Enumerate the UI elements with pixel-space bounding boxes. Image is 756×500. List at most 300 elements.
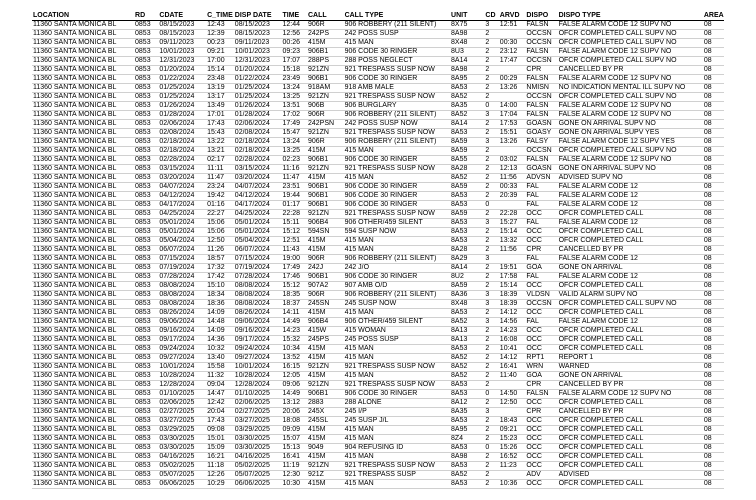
cell-c-time: 12:42: [206, 399, 234, 408]
cell-dispo: GOASY: [525, 129, 557, 138]
cell-disp-date: 02/18/2024: [234, 138, 282, 147]
cell-disp-date: 12/28/2024: [234, 381, 282, 390]
cell-unit: 8A53: [450, 192, 484, 201]
cell-call-type: 921 TRESPASS SUSP: [344, 471, 450, 480]
cell-dispo-type: OFCR COMPLETED CALL: [558, 417, 703, 426]
cell-call-type: 245 SUSP NOW: [344, 300, 450, 309]
table-row: [32, 228, 724, 237]
cell-rd: 0853: [134, 471, 158, 480]
cell-call: 9049: [307, 444, 344, 453]
cell-time: 10:34: [281, 345, 307, 354]
cell-location: 11360 SANTA MONICA BL: [32, 363, 134, 372]
cell-dispo: FALSN: [525, 102, 557, 111]
cell-dispo-type: CANCELLED BY PR: [558, 381, 703, 390]
cell-location: 11360 SANTA MONICA BL: [32, 426, 134, 435]
table-row: [32, 21, 724, 30]
cell-arvd: [499, 147, 526, 156]
cell-time: 01:17: [281, 201, 307, 210]
cell-cdate: 04/16/2025: [158, 453, 206, 462]
cell-disp-date: 04/17/2024: [234, 201, 282, 210]
cell-rd: 0853: [134, 156, 158, 165]
cell-cd: 2: [484, 480, 498, 489]
cell-dispo: OCCSN: [525, 30, 557, 39]
cell-c-time: 18:34: [206, 291, 234, 300]
cell-disp-date: 01/20/2024: [234, 66, 282, 75]
cell-time: 10:30: [281, 480, 307, 489]
cell-call-type: 921 TRESPASS SUSP NOW: [344, 66, 450, 75]
cell-cdate: 03/30/2025: [158, 435, 206, 444]
cell-dispo: FALSN: [525, 390, 557, 399]
cell-c-time: 22:27: [206, 210, 234, 219]
column-header-location: LOCATION: [32, 11, 134, 21]
cell-dispo-type: FALSE ALARM CODE 12: [558, 201, 703, 210]
cell-cdate: 04/12/2024: [158, 192, 206, 201]
column-header-cd: CD: [484, 11, 498, 21]
cell-cd: 2: [484, 174, 498, 183]
cell-arvd: 15:27: [499, 219, 526, 228]
cell-area: 08: [703, 363, 724, 372]
cell-call-type: 242 POSS SUSP NOW: [344, 120, 450, 129]
cell-rd: 0853: [134, 480, 158, 489]
cell-rd: 0853: [134, 93, 158, 102]
cell-dispo: OCC: [525, 282, 557, 291]
cell-cdate: 08/15/2023: [158, 21, 206, 30]
cell-cd: 2: [484, 363, 498, 372]
header-row: [32, 11, 724, 21]
cell-cdate: 02/28/2024: [158, 156, 206, 165]
cell-c-time: 11:47: [206, 174, 234, 183]
cell-cdate: 05/01/2024: [158, 228, 206, 237]
table-row: [32, 291, 724, 300]
cell-location: 11360 SANTA MONICA BL: [32, 192, 134, 201]
cell-cdate: 09/27/2024: [158, 354, 206, 363]
cell-cd: 3: [484, 219, 498, 228]
cell-dispo: OCC: [525, 237, 557, 246]
cell-disp-date: 09/11/2023: [234, 39, 282, 48]
cell-cd: 2: [484, 246, 498, 255]
cell-area: 08: [703, 480, 724, 489]
cell-location: 11360 SANTA MONICA BL: [32, 147, 134, 156]
cell-call-type: 594 SUSP NOW: [344, 228, 450, 237]
cell-arvd: 10:41: [499, 345, 526, 354]
cell-c-time: 17:42: [206, 273, 234, 282]
cell-call: 906B: [307, 102, 344, 111]
table-row: [32, 255, 724, 264]
cell-call-type: 288 POSS NEGLECT: [344, 57, 450, 66]
table-row: [32, 408, 724, 417]
cell-time: 13:12: [281, 399, 307, 408]
table-row: [32, 219, 724, 228]
cell-cd: 3: [484, 291, 498, 300]
cell-call: 415M: [307, 345, 344, 354]
cell-unit: 8A95: [450, 75, 484, 84]
cell-call-type: 907 AMB O/D: [344, 282, 450, 291]
cell-dispo: OCCSN: [525, 57, 557, 66]
cell-disp-date: 01/28/2024: [234, 111, 282, 120]
cell-call-type: 242 POSS SUSP: [344, 30, 450, 39]
cell-cdate: 08/26/2024: [158, 309, 206, 318]
table-row: [32, 417, 724, 426]
cell-area: 08: [703, 174, 724, 183]
cell-c-time: 16:21: [206, 453, 234, 462]
cell-arvd: [499, 381, 526, 390]
cell-call-type: 921 TRESPASS SUSP NOW: [344, 93, 450, 102]
cell-area: 08: [703, 48, 724, 57]
cell-arvd: 12:50: [499, 399, 526, 408]
cell-rd: 0853: [134, 462, 158, 471]
cell-cd: 2: [484, 228, 498, 237]
cell-unit: 8A95: [450, 426, 484, 435]
cell-arvd: 00:33: [499, 183, 526, 192]
cell-location: 11360 SANTA MONICA BL: [32, 435, 134, 444]
cell-cd: 2: [484, 462, 498, 471]
cell-arvd: 23:12: [499, 48, 526, 57]
cell-location: 11360 SANTA MONICA BL: [32, 66, 134, 75]
cell-unit: 8A14: [450, 120, 484, 129]
cell-area: 08: [703, 39, 724, 48]
cell-location: 11360 SANTA MONICA BL: [32, 210, 134, 219]
cell-arvd: 18:39: [499, 291, 526, 300]
cell-call-type: 921 TRESPASS SUSP NOW: [344, 462, 450, 471]
cell-call: 415M: [307, 147, 344, 156]
cell-call: 921ZN: [307, 66, 344, 75]
cell-area: 08: [703, 282, 724, 291]
cell-rd: 0853: [134, 309, 158, 318]
cell-time: 09:09: [281, 426, 307, 435]
cell-call: 415M: [307, 480, 344, 489]
cell-cd: 2: [484, 417, 498, 426]
cell-time: 12:51: [281, 237, 307, 246]
cell-call-type: 906 CODE 30 RINGER: [344, 48, 450, 57]
cell-time: 22:28: [281, 210, 307, 219]
table-row: [32, 462, 724, 471]
cell-time: 23:49: [281, 75, 307, 84]
cell-dispo: FALSN: [525, 156, 557, 165]
cell-dispo-type: GONE ON ARRIVAL SUPV NO: [558, 120, 703, 129]
cell-area: 08: [703, 156, 724, 165]
cell-call: 906R: [307, 255, 344, 264]
cell-area: 08: [703, 219, 724, 228]
cell-dispo: CPR: [525, 381, 557, 390]
cell-call-type: 288 ALONE: [344, 399, 450, 408]
cell-c-time: 15:09: [206, 444, 234, 453]
cell-time: 15:13: [281, 444, 307, 453]
cell-cdate: 04/07/2024: [158, 183, 206, 192]
cell-disp-date: 02/06/2024: [234, 120, 282, 129]
cell-disp-date: 04/16/2025: [234, 453, 282, 462]
cell-time: 16:41: [281, 453, 307, 462]
cell-dispo: FALSY: [525, 138, 557, 147]
cell-cdate: 01/20/2024: [158, 66, 206, 75]
cell-call: 907A2: [307, 282, 344, 291]
cell-time: 00:26: [281, 39, 307, 48]
cell-location: 11360 SANTA MONICA BL: [32, 291, 134, 300]
table-row: [32, 318, 724, 327]
cell-dispo: FAL: [525, 183, 557, 192]
cell-call: 906B1: [307, 390, 344, 399]
cell-cd: 2: [484, 282, 498, 291]
cell-call-type: 921 TRESPASS SUSP NOW: [344, 363, 450, 372]
cell-cd: 2: [484, 453, 498, 462]
cell-dispo: GOASN: [525, 165, 557, 174]
cell-c-time: 00:23: [206, 39, 234, 48]
cell-dispo-type: WARNED: [558, 363, 703, 372]
cell-arvd: [499, 93, 526, 102]
cell-call-type: 415 MAN: [344, 174, 450, 183]
cell-time: 15:12: [281, 282, 307, 291]
cell-dispo: OCC: [525, 327, 557, 336]
cell-rd: 0853: [134, 408, 158, 417]
cell-call-type: 921 TRESPASS SUSP NOW: [344, 210, 450, 219]
column-header-time: TIME: [281, 11, 307, 21]
cell-cd: 2: [484, 336, 498, 345]
cell-call-type: 415 MAN: [344, 246, 450, 255]
cell-area: 08: [703, 327, 724, 336]
cell-cd: 2: [484, 156, 498, 165]
cell-c-time: 10:32: [206, 345, 234, 354]
cell-call: 906B1: [307, 273, 344, 282]
cell-disp-date: 08/26/2024: [234, 309, 282, 318]
cell-c-time: 11:32: [206, 372, 234, 381]
cell-time: 15:11: [281, 219, 307, 228]
cell-location: 11360 SANTA MONICA BL: [32, 273, 134, 282]
table-row: [32, 435, 724, 444]
cell-area: 08: [703, 309, 724, 318]
cell-cdate: 09/16/2024: [158, 327, 206, 336]
cell-call: 921ZN: [307, 210, 344, 219]
cell-rd: 0853: [134, 48, 158, 57]
cell-arvd: 15:14: [499, 282, 526, 291]
cell-cd: 2: [484, 381, 498, 390]
cell-cd: 3: [484, 255, 498, 264]
cell-unit: 8A53: [450, 390, 484, 399]
cell-arvd: 22:28: [499, 210, 526, 219]
cell-unit: 8U3: [450, 48, 484, 57]
cell-disp-date: 08/15/2023: [234, 30, 282, 39]
cell-unit: 8A59: [450, 210, 484, 219]
table-row: [32, 138, 724, 147]
table-row: [32, 363, 724, 372]
cell-call-type: 906 ROBBERY (211 SILENT): [344, 21, 450, 30]
cell-cd: 2: [484, 399, 498, 408]
cell-cdate: 04/25/2024: [158, 210, 206, 219]
table-row: [32, 39, 724, 48]
cell-c-time: 17:43: [206, 120, 234, 129]
cell-dispo-type: FALSE ALARM CODE 12 SUPV NO: [558, 111, 703, 120]
cell-unit: 8A59: [450, 183, 484, 192]
cell-cd: 2: [484, 165, 498, 174]
cell-rd: 0853: [134, 282, 158, 291]
cell-disp-date: 05/07/2025: [234, 471, 282, 480]
cell-rd: 0853: [134, 165, 158, 174]
table-row: [32, 48, 724, 57]
cell-dispo: OCC: [525, 345, 557, 354]
cell-call: 245X: [307, 408, 344, 417]
cell-rd: 0853: [134, 84, 158, 93]
cell-arvd: [499, 408, 526, 417]
cell-cdate: 12/28/2024: [158, 381, 206, 390]
cell-call-type: 906 CODE 30 RINGER: [344, 183, 450, 192]
cell-unit: 8A98: [450, 66, 484, 75]
cell-area: 08: [703, 246, 724, 255]
cell-time: 13:51: [281, 102, 307, 111]
cell-disp-date: 10/01/2023: [234, 48, 282, 57]
cell-dispo-type: OFCR COMPLETED CALL: [558, 426, 703, 435]
cell-rd: 0853: [134, 111, 158, 120]
cell-area: 08: [703, 471, 724, 480]
cell-rd: 0853: [134, 21, 158, 30]
cell-unit: 8A53: [450, 129, 484, 138]
cell-cd: 2: [484, 48, 498, 57]
cell-cd: 3: [484, 21, 498, 30]
cell-area: 08: [703, 300, 724, 309]
cell-unit: 8A98: [450, 453, 484, 462]
cell-dispo: OCC: [525, 480, 557, 489]
cell-unit: 8A53: [450, 228, 484, 237]
cell-unit: 8A53: [450, 444, 484, 453]
table-row: [32, 147, 724, 156]
table-row: [32, 336, 724, 345]
cell-location: 11360 SANTA MONICA BL: [32, 255, 134, 264]
cell-time: 13:52: [281, 354, 307, 363]
cell-call: 415M: [307, 354, 344, 363]
cell-rd: 0853: [134, 57, 158, 66]
cell-dispo: OCC: [525, 462, 557, 471]
cell-location: 11360 SANTA MONICA BL: [32, 156, 134, 165]
cell-location: 11360 SANTA MONICA BL: [32, 219, 134, 228]
cell-disp-date: 01/25/2024: [234, 93, 282, 102]
call-log-report: [32, 11, 724, 489]
cell-arvd: 20:39: [499, 192, 526, 201]
cell-dispo-type: OFCR COMPLETED CALL: [558, 462, 703, 471]
cell-disp-date: 05/04/2024: [234, 237, 282, 246]
cell-call: 415M: [307, 426, 344, 435]
cell-cd: 3: [484, 318, 498, 327]
cell-area: 08: [703, 390, 724, 399]
cell-rd: 0853: [134, 129, 158, 138]
cell-location: 11360 SANTA MONICA BL: [32, 57, 134, 66]
cell-cdate: 10/28/2024: [158, 372, 206, 381]
cell-rd: 0853: [134, 75, 158, 84]
cell-time: 13:24: [281, 138, 307, 147]
cell-disp-date: 03/27/2025: [234, 417, 282, 426]
cell-cd: 0: [484, 102, 498, 111]
cell-area: 08: [703, 201, 724, 210]
cell-call: 906B1: [307, 201, 344, 210]
cell-arvd: 17:58: [499, 273, 526, 282]
table-row: [32, 399, 724, 408]
cell-call-type: 242 J/O: [344, 264, 450, 273]
cell-call: 415M: [307, 246, 344, 255]
cell-dispo-type: FALSE ALARM CODE 12 SUPV NO: [558, 21, 703, 30]
table-row: [32, 300, 724, 309]
cell-area: 08: [703, 444, 724, 453]
cell-dispo: ADVSN: [525, 174, 557, 183]
cell-call: 415W: [307, 327, 344, 336]
cell-call: 415M: [307, 453, 344, 462]
cell-area: 08: [703, 381, 724, 390]
column-header-rd: RD: [134, 11, 158, 21]
table-row: [32, 201, 724, 210]
cell-unit: 8A52: [450, 174, 484, 183]
cell-unit: 8X75: [450, 21, 484, 30]
cell-arvd: 14:12: [499, 309, 526, 318]
cell-unit: 8A53: [450, 480, 484, 489]
cell-dispo-type: CANCELLED BY PR: [558, 66, 703, 75]
cell-area: 08: [703, 111, 724, 120]
cell-disp-date: 04/12/2024: [234, 192, 282, 201]
cell-cdate: 03/30/2025: [158, 444, 206, 453]
cell-area: 08: [703, 408, 724, 417]
cell-time: 19:00: [281, 255, 307, 264]
cell-time: 18:37: [281, 300, 307, 309]
cell-dispo: OCC: [525, 228, 557, 237]
cell-unit: 8A29: [450, 255, 484, 264]
cell-dispo-type: FALSE ALARM CODE 12: [558, 183, 703, 192]
cell-location: 11360 SANTA MONICA BL: [32, 309, 134, 318]
cell-call: 245SL: [307, 417, 344, 426]
cell-call: 415M: [307, 39, 344, 48]
cell-unit: 8A53: [450, 417, 484, 426]
table-row: [32, 264, 724, 273]
cell-c-time: 15:06: [206, 228, 234, 237]
cell-dispo: FALSN: [525, 111, 557, 120]
cell-dispo: FAL: [525, 192, 557, 201]
cell-call: 415M: [307, 174, 344, 183]
cell-cdate: 05/02/2025: [158, 462, 206, 471]
cell-call-type: 906 ROBBERY (211 SILENT): [344, 111, 450, 120]
cell-c-time: 20:04: [206, 408, 234, 417]
cell-dispo-type: OFCR COMPLETED CALL SUPV NO: [558, 147, 703, 156]
cell-rd: 0853: [134, 30, 158, 39]
cell-location: 11360 SANTA MONICA BL: [32, 462, 134, 471]
cell-arvd: [499, 255, 526, 264]
cell-call: 906B1: [307, 183, 344, 192]
table-row: [32, 471, 724, 480]
column-header-dispo: DISPO: [525, 11, 557, 21]
cell-disp-date: 05/01/2024: [234, 219, 282, 228]
cell-call-type: 906 ROBBERY (211 SILENT): [344, 255, 450, 264]
cell-dispo-type: FALSE ALARM CODE 12: [558, 273, 703, 282]
cell-area: 08: [703, 237, 724, 246]
cell-disp-date: 03/29/2025: [234, 426, 282, 435]
cell-dispo: OCC: [525, 444, 557, 453]
cell-c-time: 09:04: [206, 381, 234, 390]
cell-rd: 0853: [134, 219, 158, 228]
cell-cd: 0: [484, 444, 498, 453]
column-header-arvd: ARVD: [499, 11, 526, 21]
cell-dispo: VLDSN: [525, 291, 557, 300]
cell-dispo: FAL: [525, 255, 557, 264]
cell-call-type: 415 MAN: [344, 372, 450, 381]
cell-c-time: 14:36: [206, 336, 234, 345]
cell-arvd: 14:12: [499, 354, 526, 363]
cell-call: 921ZN: [307, 129, 344, 138]
column-header-unit: UNIT: [450, 11, 484, 21]
cell-call-type: 415 MAN: [344, 345, 450, 354]
cell-disp-date: 03/30/2025: [234, 444, 282, 453]
cell-cdate: 03/27/2025: [158, 417, 206, 426]
cell-location: 11360 SANTA MONICA BL: [32, 336, 134, 345]
cell-c-time: 12:43: [206, 21, 234, 30]
cell-rd: 0853: [134, 66, 158, 75]
cell-unit: 8A13: [450, 327, 484, 336]
cell-area: 08: [703, 165, 724, 174]
cell-rd: 0853: [134, 237, 158, 246]
cell-area: 08: [703, 255, 724, 264]
table-row: [32, 390, 724, 399]
cell-arvd: 14:23: [499, 327, 526, 336]
